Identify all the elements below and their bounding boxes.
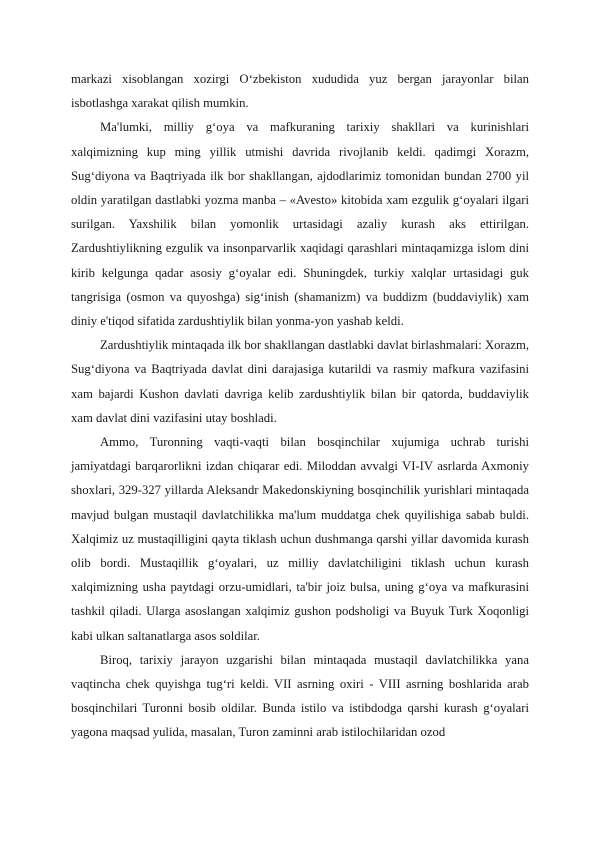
paragraph-zoroastrianism-state-religion: Zardushtiylik mintaqada ilk bor shakllangan dastlabki davlat birlashmalari: Xorazm, Sug‘diyona va Baqtriyada davlat dini darajasiga kutarildi va rasmiy mafkura vazifasini xam bajardi Kushon davlati davriga kelib zardushtiylik bilan bir qatorda, buddaviylik xam davlat dini vazifasini utay boshladi. [71,338,529,425]
paragraph-continuation: markazi xisoblangan xozirgi O‘zbekiston xududida yuz bergan jarayonlar bilan isbotlashga xarakat qilish mumkin. [71,72,529,111]
paragraph-turan-invasions: Ammo, Turonning vaqti-vaqti bilan bosqinchilar xujumiga uchrab turishi jamiyatdagi barqarorlikni izdan chiqarar edi. Miloddan avvalgi VI-IV asrlarda Axmoniy shoxlari, 329-327 yillarda Aleksandr Makedonskiyning bosqinchilik yurishlari mintaqada mavjud bulgan mustaqil davlatchilikka ma'lum muddatga chek quyilishiga sabab buldi. Xalqimiz uz mustaqilligini qayta tiklash uchun dushmanga qarshi yillar davomida kurash olib bordi. Mustaqillik g‘oyalari, uz milliy davlatchiligini tiklash uchun kurash xalqimizning usha paytdagi orzu-umidlari, ta'bir joiz bulsa, uning g‘oya va mafkurasini tashkil qiladi. Ularga asoslangan xalqimiz gushon podsholigi va Buyuk Turk Xoqonligi kabi ulkan saltanatlarga asos soldilar. [71,435,529,643]
paragraph-national-idea-history: Ma'lumki, milliy g‘oya va mafkuraning tarixiy shakllari va kurinishlari xalqimizning kup ming yillik utmishi davrida rivojlanib keldi. qadimgi Xorazm, Sug‘diyona va Baqtriyada ilk bor shakllangan, ajdodlarimiz tomonidan bundan 2700 yil oldin yaratilgan dastlabki yozma manba – «Avesto» kitobida xam ezgulik g‘oyalari ilgari surilgan. Yaxshilik bilan yomonlik urtasidagi azaliy kurash aks ettirilgan. Zardushtiylikning ezgulik va insonparvarlik xaqidagi qarashlari mintaqamizga islom dini kirib kelgunga qadar asosiy g‘oyalar edi. Shuningdek, turkiy xalqlar urtasidagi guk tangrisiga (osmon va quyoshga) sig‘inish (shamanizm) va buddizm (buddaviylik) xam diniy e'tiqod sifatida zardushtiylik bilan yonma-yon yashab keldi. [71,120,529,329]
paragraph-arab-conquest: Biroq, tarixiy jarayon uzgarishi bilan mintaqada mustaqil davlatchilikka yana vaqtincha chek quyishga tug‘ri keldi. VII asrning oxiri - VIII asrning boshlarida arab bosqinchilari Turonni bosib oldilar. Bunda istilo va istibdodga qarshi kurash g‘oyalari yagona maqsad yulida, masalan, Turon zaminni arab istilochilaridan ozod [71,652,529,740]
document-text-body [71,67,529,745]
